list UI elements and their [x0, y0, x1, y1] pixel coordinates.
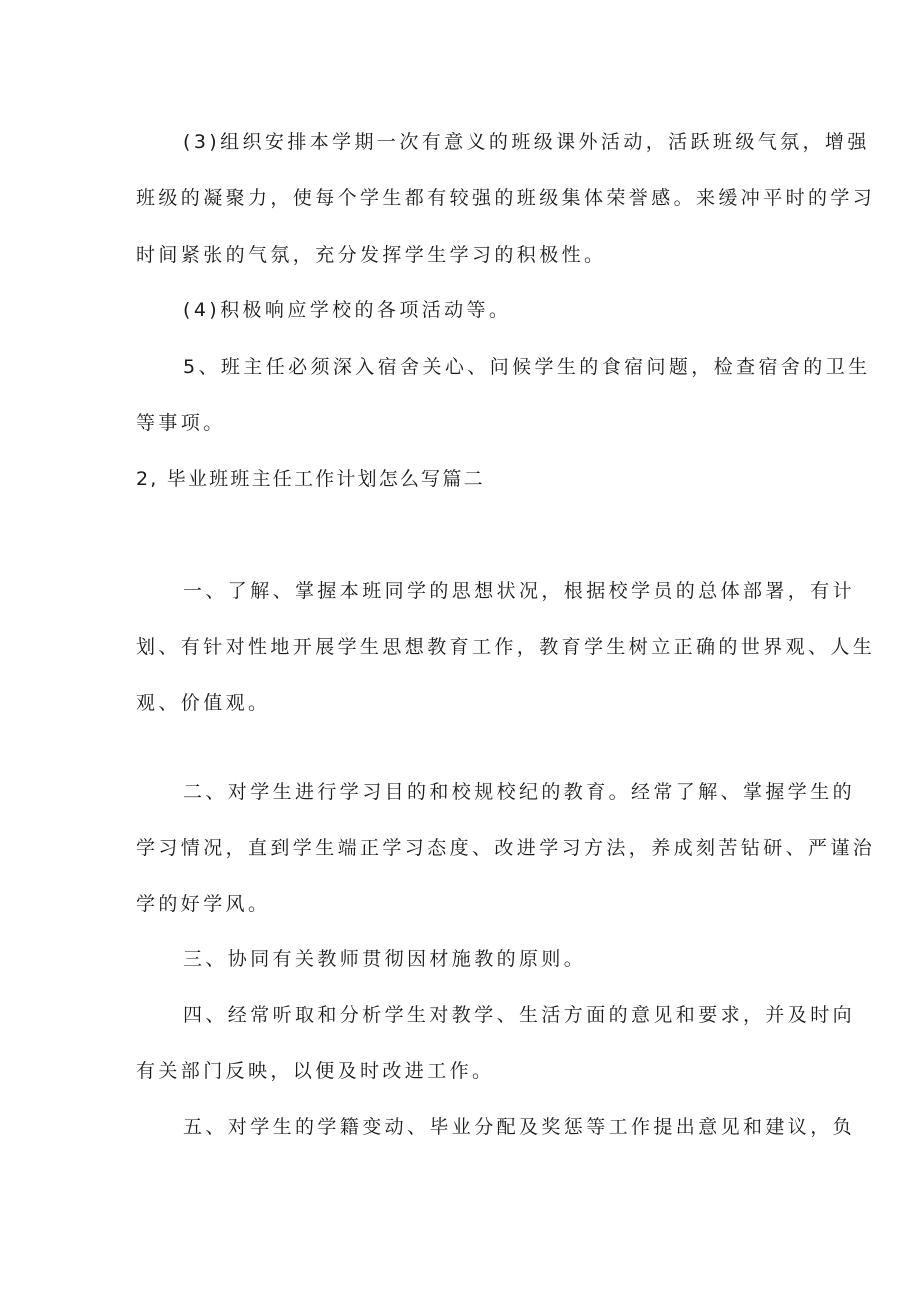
section-1-line-2: 划、有针对性地开展学生思想教育工作，教育学生树立正确的世界观、人生 [136, 636, 876, 658]
paragraph-3-line-3: 时间紧张的气氛，充分发挥学生学习的积极性。 [136, 244, 607, 266]
section-2-line-3: 学的好学风。 [136, 893, 271, 915]
section-1-line-3: 观、价值观。 [136, 692, 271, 714]
section-1-line-1: 一、了解、掌握本班同学的思想状况，根据校学员的总体部署，有计 [183, 580, 856, 602]
paragraph-5-line-2: 等事项。 [136, 412, 226, 434]
section-3-line-1: 三、协同有关教师贯彻因材施教的原则。 [183, 948, 587, 970]
section-4-line-1: 四、经常听取和分析学生对教学、生活方面的意见和要求，并及时向 [183, 1004, 856, 1026]
section-2-line-1: 二、对学生进行学习目的和校规校纪的教育。经常了解、掌握学生的 [183, 781, 856, 803]
section-heading: 2, 毕业班班主任工作计划怎么写篇二 [136, 468, 485, 490]
section-5-line-1: 五、对学生的学籍变动、毕业分配及奖惩等工作提出意见和建议，负 [183, 1116, 856, 1138]
paragraph-3-line-2: 班级的凝聚力，使每个学生都有较强的班级集体荣誉感。来缓冲平时的学习 [136, 187, 876, 209]
section-2-line-2: 学习情况，直到学生端正学习态度、改进学习方法，养成刻苦钻研、严谨治 [136, 837, 876, 859]
paragraph-3-line-1: (3)组织安排本学期一次有意义的班级课外活动，活跃班级气氛，增强 [183, 131, 870, 153]
paragraph-5-line-1: 5、班主任必须深入宿舍关心、问候学生的食宿问题，检查宿舍的卫生 [183, 356, 871, 378]
section-4-line-2: 有关部门反映，以便及时改进工作。 [136, 1060, 495, 1082]
paragraph-4-line-1: (4)积极响应学校的各项活动等。 [183, 299, 512, 321]
